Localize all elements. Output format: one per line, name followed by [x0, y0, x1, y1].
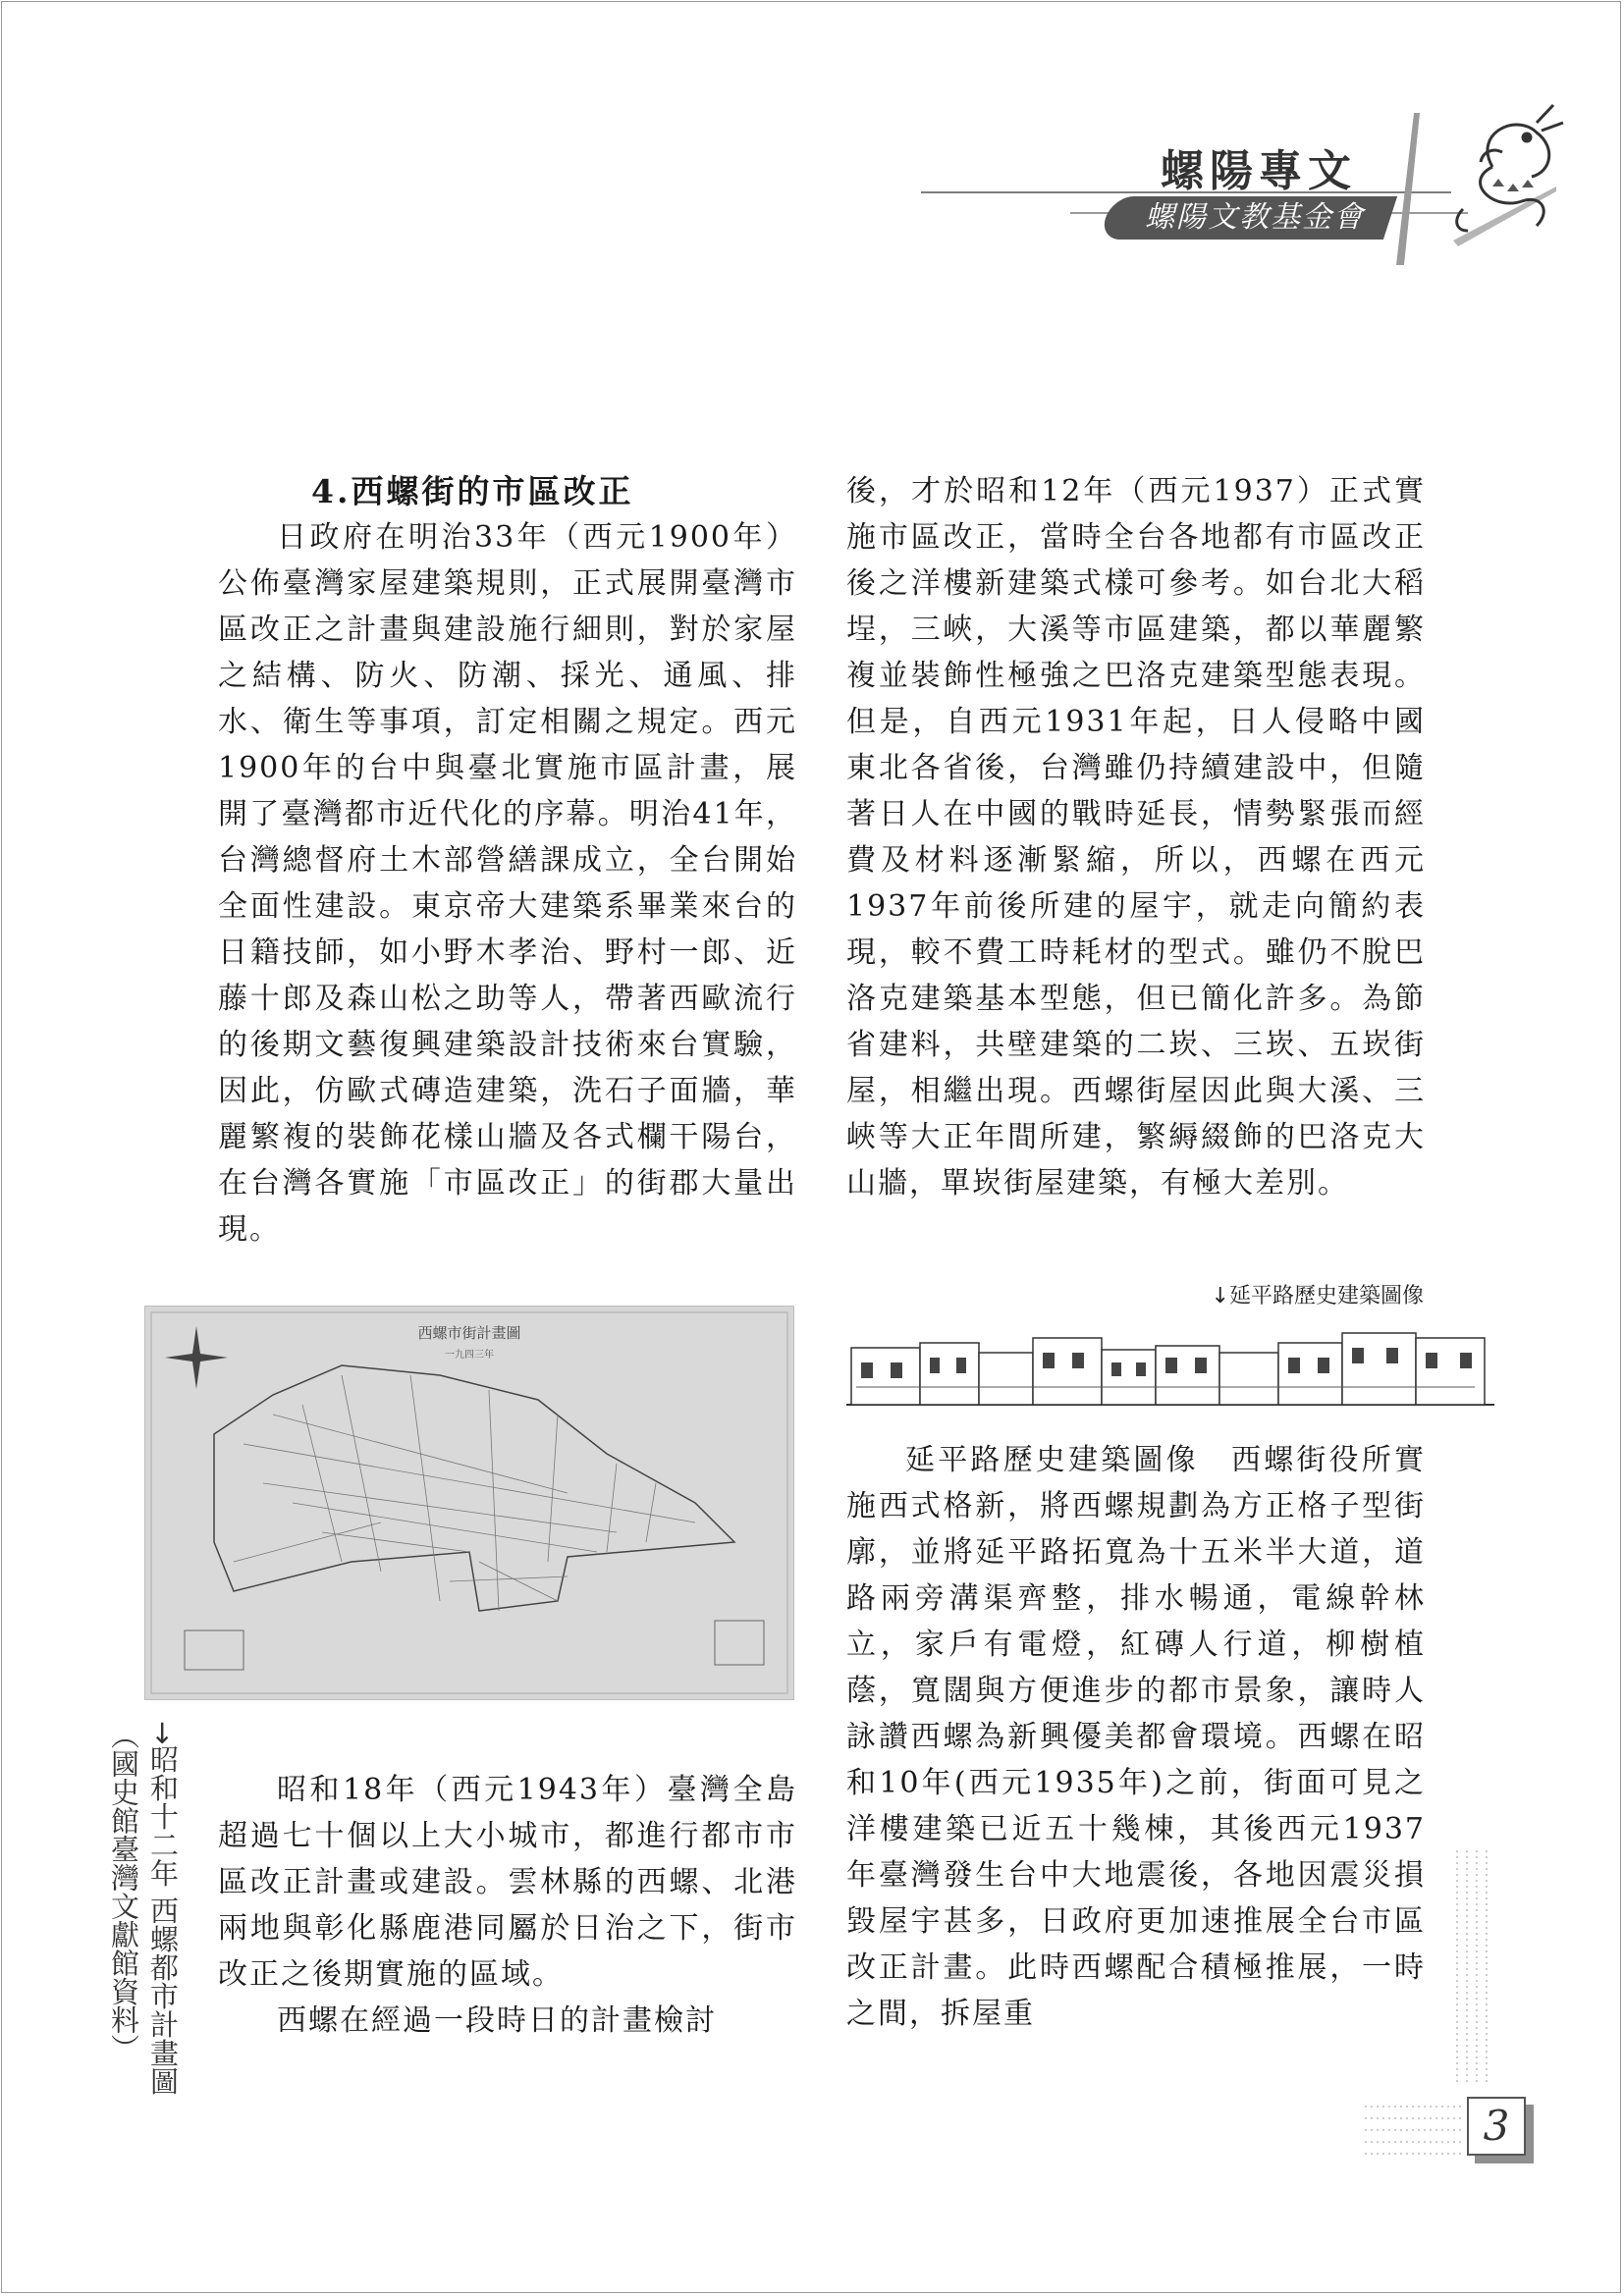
- street-image-label: ↓延平路歷史建築圖像: [1211, 1284, 1424, 1308]
- decorative-dots-horizontal: [1365, 2101, 1463, 2160]
- paragraph: 延平路歷史建築圖像 西螺街役所實施西式格新，將西螺規劃為方正格子型街廓，並將延平路拓寬為十五米半大道，道路兩旁溝渠齊整，排水暢通，電線幹林立，家戶有電燈，紅磚人行道，柳樹植蔭，寬闊與方便進步的都市景象，讓時人詠讚西螺為新興優美都會環境。西螺在昭和10年(西元1935年)之前，街面可見之洋樓建築已近五十幾棟，其後西元1937年臺灣發生台中大地震後，各地因震災損毀屋宇甚多，日政府更加速推展全台市區改正計畫。此時西螺配合積極推展，一時之間，拆屋重: [846, 1443, 1426, 2031]
- right-column: [846, 468, 1426, 1206]
- map-caption: [94, 1721, 183, 2113]
- map-drawing: [145, 1307, 793, 1699]
- decorative-dots: [1453, 1850, 1492, 2086]
- left-column-lower: [218, 1767, 797, 2044]
- paragraph: 後，才於昭和12年（西元1937）正式實施市區改正，當時全台各地都有市區改正後之洋樓新建築式樣可參考。如台北大稻埕，三峽，大溪等市區建築，都以華麗繁複並裝飾性極強之巴洛克建築型態表現。但是，自西元1931年起，日人侵略中國東北各省後，台灣雖仍持續建設中，但隨著日人在中國的戰時延長，情勢緊張而經費及材料逐漸緊縮，所以，西螺在西元1937年前後所建的屋宇，就走向簡約表現，較不費工時耗材的型式。雖仍不脫巴洛克建築基本型態，但已簡化許多。為節省建料，共壁建築的二崁、三崁、五崁街屋，相繼出現。西螺街屋因此與大溪、三峽等大正年間所建，繁縟綴飾的巴洛克大山牆，單崁街屋建築，有極大差別。: [846, 474, 1426, 1201]
- left-column: [218, 468, 797, 1253]
- map-caption-line-2: （國史館臺灣文獻館資料）: [107, 1721, 140, 2062]
- right-column-lower: [846, 1437, 1426, 2037]
- map-caption-line-1: →昭和十二年 西螺都市計畫圖: [146, 1721, 180, 2096]
- page-number: 3: [1467, 2097, 1526, 2156]
- paragraph: 日政府在明治33年（西元1900年）公佈臺灣家屋建築規則，正式展開臺灣市區改正之計畫與建設施行細則，對於家屋之結構、防火、防潮、採光、通風、排水、衛生等事項，訂定相關之規定。西元1900年的台中與臺北實施市區計畫，展開了臺灣都市近代化的序幕。明治41年，台灣總督府土木部營繕課成立，全台開始全面性建設。東京帝大建築系畢業來台的日籍技師，如小野木孝治、野村一郎、近藤十郎及森山松之助等人，帶著西歐流行的後期文藝復興建築設計技術來台實驗，因此，仿歐式磚造建築，洗石子面牆，華麗繁複的裝飾花樣山牆及各式欄干陽台，在台灣各實施「市區改正」的街郡大量出現。: [218, 520, 797, 1247]
- dragon-emblem-icon: [1345, 93, 1571, 270]
- street-elevation-image: [846, 1318, 1494, 1407]
- column-title: 螺陽專文: [1161, 146, 1357, 196]
- section-heading: 4.西螺街的市區改正: [311, 472, 634, 510]
- society-name: 螺陽文教基金會: [1145, 200, 1365, 235]
- paragraph: 西螺在經過一段時日的計畫檢討: [277, 2003, 717, 2038]
- paragraph: 昭和18年（西元1943年）臺灣全島超過七十個以上大小城市，都進行都市市區改正計畫或建設。雲林縣的西螺、北港兩地與彰化縣鹿港同屬於日治之下，街市改正之後期實施的區域。: [218, 1773, 797, 1992]
- map-title: 西螺市街計畫圖: [417, 1324, 521, 1342]
- city-plan-map-image: [144, 1306, 794, 1700]
- map-subtitle: 一九四三年: [445, 1350, 494, 1361]
